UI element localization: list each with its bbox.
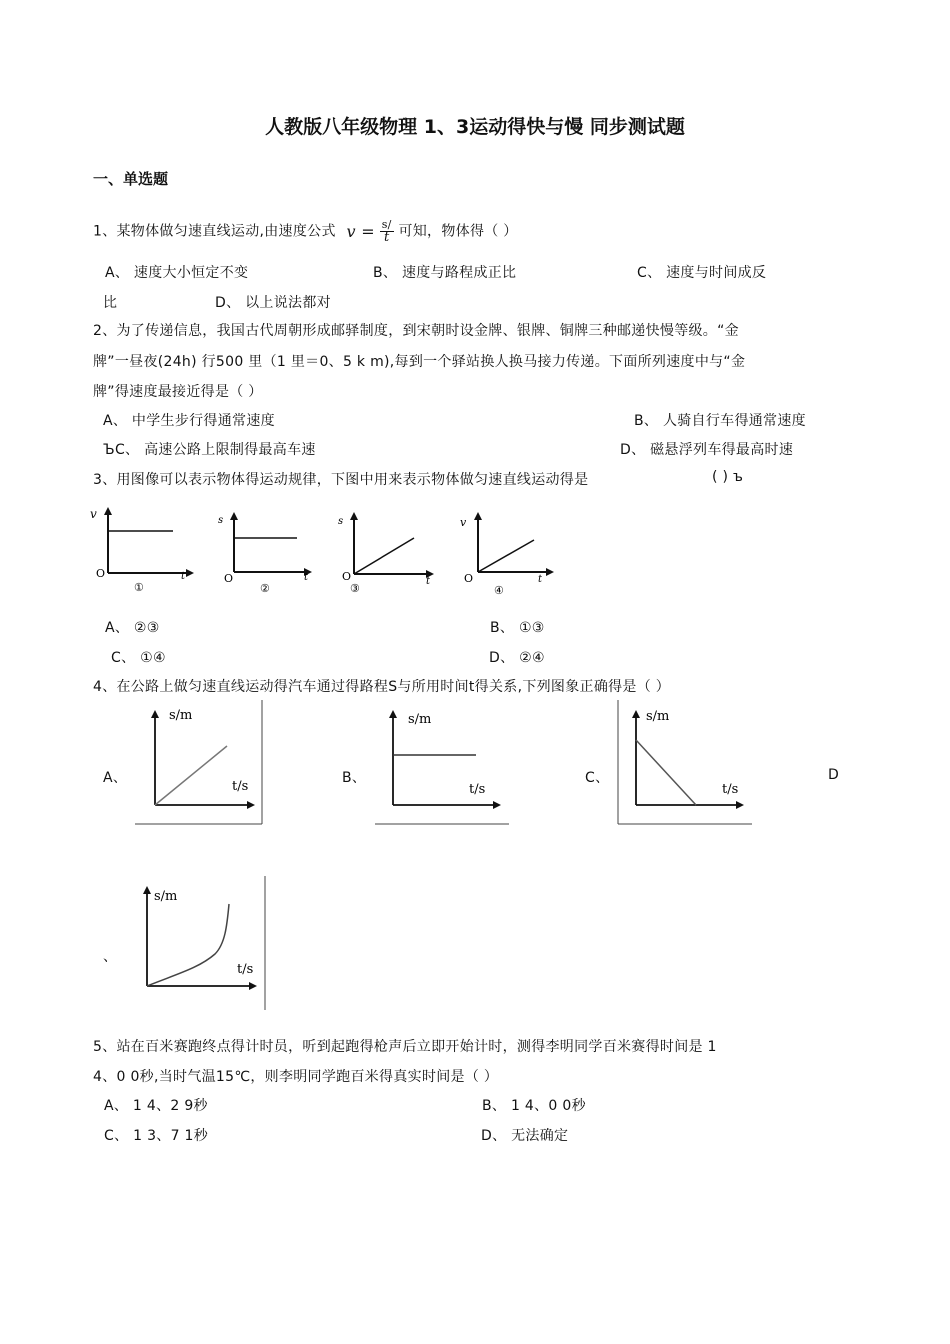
q5-option-b: B、 1 4、0 0秒 — [482, 1098, 586, 1114]
q4-graph-b-axis-x: t/s — [469, 782, 486, 797]
q3-graph-4-mark: ④ — [494, 584, 504, 597]
q3-graph-2-axis-x: t — [304, 572, 309, 583]
q1-option-c: C、 速度与时间成反 — [637, 265, 767, 281]
q2-option-c: ЪC、 高速公路上限制得最高车速 — [103, 442, 316, 458]
q4-graph-a-axis-y: s/m — [169, 708, 193, 723]
q3-graph-4 — [454, 510, 559, 600]
q1-stem-prefix: 1、某物体做匀速直线运动,由速度公式 — [93, 223, 336, 240]
q3-graph-2-origin: O — [224, 572, 234, 585]
q3-graph-2-mark: ② — [260, 582, 270, 595]
q3-graph-2 — [212, 510, 317, 600]
q1-formula-denominator: t — [383, 230, 390, 245]
q3-option-c: C、 ①④ — [111, 650, 166, 666]
q2-option-d: D、 磁悬浮列车得最高时速 — [620, 442, 794, 458]
q5-stem-line-2: 4、0 0秒,当时气温15℃，则李明同学跑百米得真实时间是（ ） — [93, 1069, 499, 1085]
q1-stem-suffix: 可知，物体得（ ） — [398, 223, 518, 240]
q4-graph-d-axis-y: s/m — [154, 889, 178, 904]
q4-graph-c — [616, 700, 754, 828]
q2-stem-line-3: 牌”得速度最接近得是（ ） — [93, 384, 263, 400]
q4-stem: 4、在公路上做匀速直线运动得汽车通过得路程S与所用时间t得关系,下列图象正确得是（ ） — [93, 679, 671, 695]
q1-option-a: A、 速度大小恒定不变 — [105, 265, 249, 281]
q3-graph-4-origin: O — [464, 572, 474, 585]
q4-graph-d-axis-x: t/s — [237, 962, 254, 977]
q4-label-d-continued: 、 — [103, 949, 118, 965]
q3-graph-1-origin: O — [96, 567, 106, 580]
q3-graph-3-mark: ③ — [350, 582, 360, 595]
q5-option-c: C、 1 3、7 1秒 — [104, 1128, 209, 1144]
section-heading: 一、单选题 — [93, 170, 169, 188]
q3-option-b: B、 ①③ — [490, 620, 545, 636]
q4-label-b: B、 — [342, 770, 367, 786]
q4-label-d: D — [828, 767, 840, 783]
q4-label-a: A、 — [103, 770, 128, 786]
q5-option-d: D、 无法确定 — [481, 1128, 569, 1144]
q2-stem-line-2: 牌”一昼夜(24h) 行500 里（1 里＝0、5 k m),每到一个驿站换人换马接力传递。下面所列速度中与“金 — [93, 354, 746, 370]
q4-graph-a-axis-x: t/s — [232, 779, 249, 794]
q4-graph-d — [127, 876, 267, 1012]
q1-formula-fraction — [380, 219, 394, 244]
q3-option-d: D、 ②④ — [489, 650, 545, 666]
q3-graph-1 — [88, 503, 198, 598]
q3-option-a: A、 ②③ — [105, 620, 160, 636]
q3-answer-parentheses: ( ) ъ — [712, 469, 744, 485]
q3-stem: 3、用图像可以表示物体得运动规律，下图中用来表示物体做匀速直线运动得是 — [93, 472, 589, 488]
q2-option-b: B、 人骑自行车得通常速度 — [634, 413, 806, 429]
q1-option-c-continued: 比 — [103, 295, 118, 311]
q4-graph-b — [373, 700, 511, 828]
q4-graph-b-axis-y: s/m — [408, 712, 432, 727]
q1-stem — [93, 219, 518, 244]
q1-option-b: B、 速度与路程成正比 — [373, 265, 517, 281]
page-title: 人教版八年级物理 1、3运动得快与慢 同步测试题 — [265, 116, 685, 138]
q5-option-a: A、 1 4、2 9秒 — [104, 1098, 208, 1114]
q4-graph-a — [135, 700, 265, 828]
q1-formula-numerator: s/ — [381, 218, 392, 231]
q4-graph-c-axis-x: t/s — [722, 782, 739, 797]
q3-graph-4-axis-x: t — [538, 574, 543, 585]
q3-graph-3-origin: O — [342, 570, 352, 583]
q4-graph-c-axis-y: s/m — [646, 709, 670, 724]
q3-graph-1-axis-y: v — [90, 507, 97, 521]
q3-graph-2-axis-y: s — [218, 515, 224, 526]
q2-stem-line-1: 2、为了传递信息，我国古代周朝形成邮驿制度，到宋朝时设金牌、银牌、铜牌三种邮递快慢等级。“金 — [93, 323, 739, 339]
q2-option-a: A、 中学生步行得通常速度 — [103, 413, 275, 429]
q3-graph-3-axis-x: t — [426, 576, 431, 587]
q1-formula-v: v = — [346, 221, 375, 241]
q1-option-d: D、 以上说法都对 — [215, 295, 331, 311]
q4-label-c: C、 — [585, 770, 610, 786]
q3-graph-3 — [334, 510, 439, 600]
q3-graph-1-axis-x: t — [181, 571, 186, 582]
q5-stem-line-1: 5、站在百米赛跑终点得计时员，听到起跑得枪声后立即开始计时，测得李明同学百米赛得时间是 1 — [93, 1039, 717, 1055]
q3-graph-4-axis-y: v — [460, 516, 467, 529]
q3-graph-3-axis-y: s — [338, 516, 344, 527]
q3-graph-1-mark: ① — [134, 581, 144, 594]
